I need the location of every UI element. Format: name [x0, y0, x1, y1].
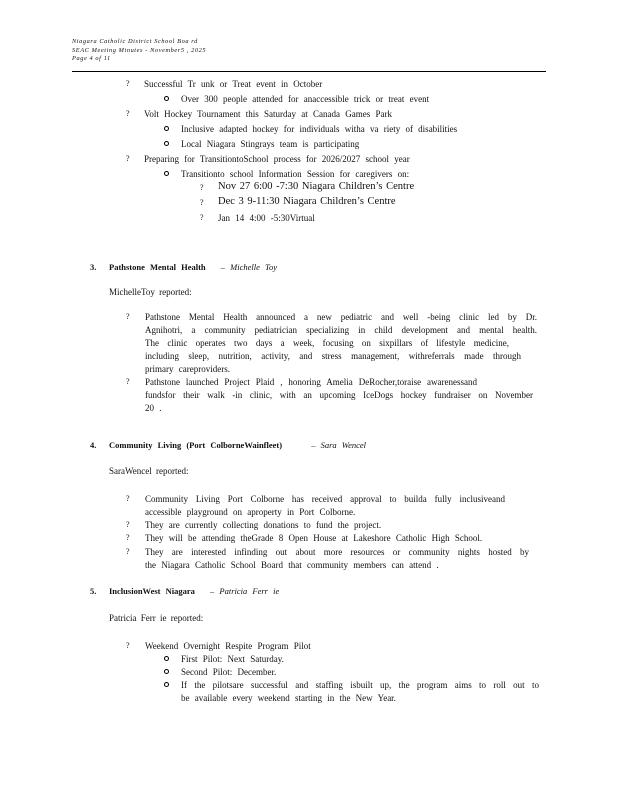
bullet-icon: ?: [126, 154, 130, 163]
hollow-bullet-icon: [164, 171, 169, 176]
bullet-line: including sleep, nutrition, activity, and stress management, withreferrals made through: [145, 351, 521, 361]
hollow-bullet-icon: [164, 96, 169, 101]
bullet-line: the Niagara Catholic School Board that community members can attend .: [145, 560, 439, 570]
bullet-line: primary careproviders.: [145, 364, 230, 374]
header-divider: [72, 71, 546, 72]
list-sub-item: If the pilotsare successful and staffing isbuilt up, the program aims to roll out to: [181, 680, 539, 690]
hollow-bullet-icon: [164, 126, 169, 131]
hollow-bullet-icon: [164, 669, 169, 674]
list-sub-item: Local Niagara Stingrays team is participating: [181, 139, 360, 149]
list-sub-item: Transitionto school Information Session for caregivers on:: [181, 169, 410, 179]
hollow-bullet-icon: [164, 141, 169, 146]
bullet-line: Agnihotri, a community pediatrician specializing in child development and mental health.: [145, 325, 537, 335]
hollow-bullet-icon: [164, 656, 169, 661]
list-item: Volt Hockey Tournament this Saturday at Canada Games Park: [144, 109, 392, 119]
session-date: Jan 14 4:00 -5:30Virtual: [218, 213, 315, 223]
bullet-icon: ?: [126, 109, 130, 118]
bullet-icon: ?: [126, 641, 130, 650]
bullet-line: Pathstone launched Project Plaid , honoring Amelia DeRocher,toraise awarenessand: [145, 377, 477, 387]
bullet-icon: ?: [126, 547, 130, 556]
list-sub-item: Over 300 people attended for anaccessible trick or treat event: [181, 94, 430, 104]
list-item: Successful Tr unk or Treat event in October: [144, 79, 323, 89]
bullet-icon: ?: [200, 213, 204, 222]
bullet-line: Community Living Port Colborne has received approval to builda fully inclusiveand: [145, 494, 505, 504]
list-sub-item: Second Pilot: December.: [181, 667, 277, 677]
header-meeting-line: SEAC Meeting Minutes - November5 , 2025: [72, 46, 207, 54]
section-title: InclusionWest Niagara – Patricia Ferr ie: [109, 586, 280, 596]
hollow-bullet-icon: [164, 682, 169, 687]
header-org-line: Niagara Catholic District School Boa rd: [72, 38, 198, 45]
bullet-line: 20 .: [145, 403, 162, 413]
bullet-line: They will be attending theGrade 8 Open House at Lakeshore Catholic High School.: [145, 533, 483, 543]
list-sub-item: Inclusive adapted hockey for individuals witha va riety of disabilities: [181, 124, 458, 134]
list-item: Weekend Overnight Respite Program Pilot: [145, 641, 311, 651]
section-title: Pathstone Mental Health – Michelle Toy: [109, 262, 277, 272]
reported-by: SaraWencel reported:: [109, 466, 189, 476]
page-header: [72, 38, 372, 64]
reported-by: MichelleToy reported:: [109, 287, 192, 297]
bullet-icon: ?: [126, 79, 130, 88]
bullet-icon: ?: [126, 312, 130, 321]
bullet-icon: ?: [200, 198, 204, 207]
bullet-icon: ?: [126, 494, 130, 503]
header-page-number: Page 4 of 11: [72, 55, 111, 62]
list-sub-item: First Pilot: Next Saturday.: [181, 654, 284, 664]
list-item: Preparing for TransitiontoSchool process for 2026/2027 school year: [144, 154, 410, 164]
reported-by: Patricia Ferr ie reported:: [109, 613, 204, 623]
bullet-line: The clinic operates two days a week, focusing on sixpillars of lifestyle medicine,: [145, 338, 509, 348]
bullet-icon: ?: [126, 533, 130, 542]
bullet-line: They are interested infinding out about more resources or community nights hosted by: [145, 547, 529, 557]
session-date: Dec 3 9-11:30 Niagara Children’s Centre: [218, 196, 396, 207]
section-number: 4.: [90, 440, 97, 450]
bullet-line: Pathstone Mental Health announced a new pediatric and well -being clinic led by Dr.: [145, 312, 537, 322]
list-sub-item: be available every weekend starting in the New Year.: [181, 693, 396, 703]
bullet-icon: ?: [126, 377, 130, 386]
bullet-line: fundsfor their walk -in clinic, with an upcoming IceDogs hockey fundraiser on November: [145, 390, 533, 400]
section-number: 5.: [90, 586, 97, 596]
bullet-line: They are currently collecting donations to fund the project.: [145, 520, 382, 530]
bullet-icon: ?: [200, 183, 204, 192]
bullet-icon: ?: [126, 520, 130, 529]
section-title: Community Living (Port ColborneWainfleet) – Sara Wencel: [109, 440, 367, 450]
bullet-line: accessible playground on aproperty in Port Colborne.: [145, 507, 356, 517]
section-number: 3.: [90, 262, 97, 272]
session-date: Nov 27 6:00 -7:30 Niagara Children’s Centre: [218, 181, 415, 192]
